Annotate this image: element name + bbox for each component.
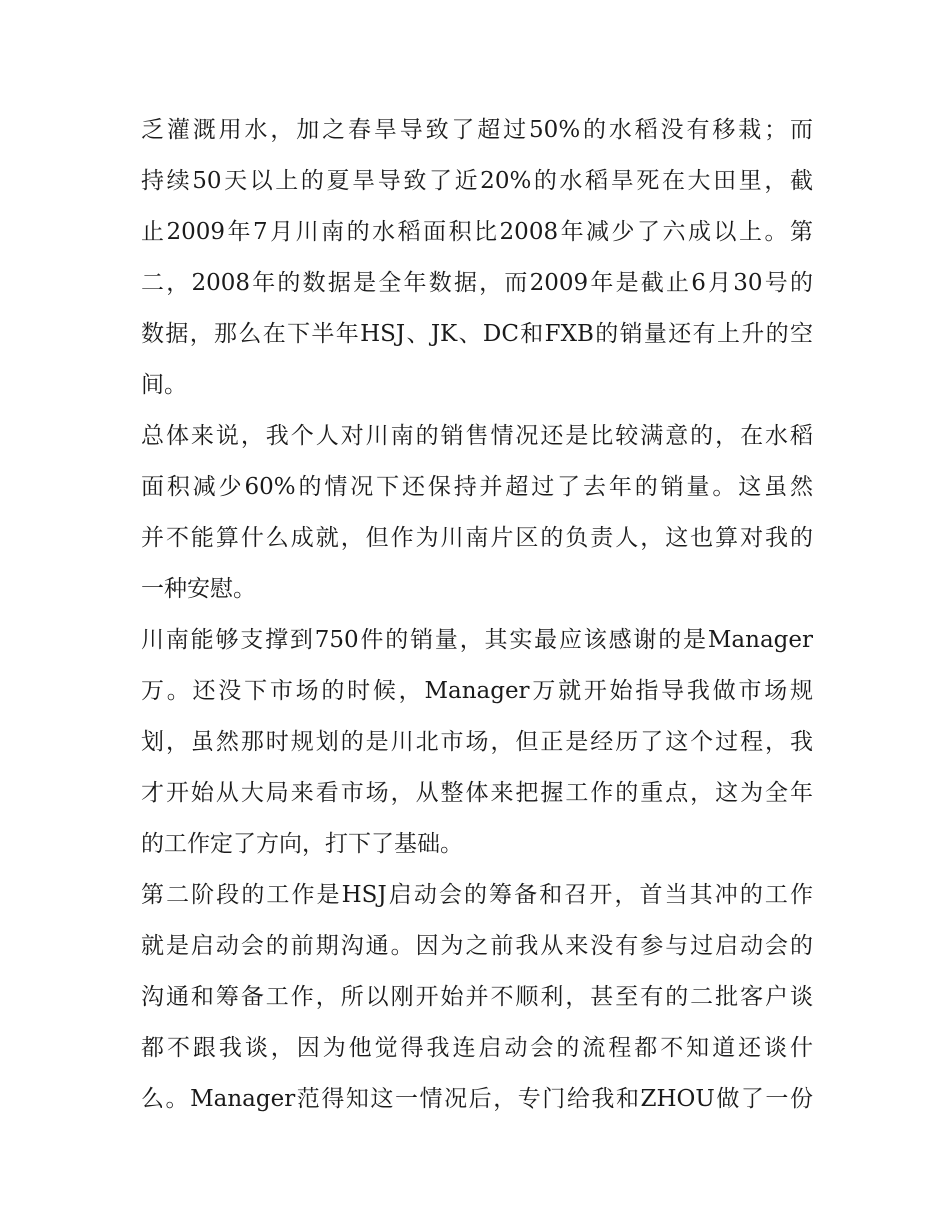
text-line: 划，虽然那时规划的是川北市场，但正是经历了这个过程，我 [141,729,813,755]
text-line: 么。Manager范得知这一情况后，专门给我和ZHOU做了一份 [141,1086,813,1112]
text-line: 持续50天以上的夏旱导致了近20%的水稻旱死在大田里，截 [141,168,813,194]
text-line: 都不跟我谈，因为他觉得我连启动会的流程都不知道还谈什 [141,1035,813,1061]
text-line: 并不能算什么成就，但作为川南片区的负责人，这也算对我的 [141,525,813,551]
text-line: 一种安慰。 [141,576,256,602]
text-line: 万。还没下市场的时候，Manager万就开始指导我做市场规 [141,678,813,704]
text-line: 间。 [141,372,187,398]
text-line: 就是启动会的前期沟通。因为之前我从来没有参与过启动会的 [141,933,813,959]
text-line: 沟通和筹备工作，所以刚开始并不顺利，甚至有的二批客户谈 [141,984,813,1010]
text-line: 总体来说，我个人对川南的销售情况还是比较满意的，在水稻 [141,423,813,449]
body-text [141,105,813,1125]
text-line: 才开始从大局来看市场，从整体来把握工作的重点，这为全年 [141,780,813,806]
text-line: 川南能够支撑到750件的销量，其实最应该感谢的是Manager [141,627,813,653]
text-line: 止2009年7月川南的水稻面积比2008年减少了六成以上。第 [141,219,813,245]
text-line: 第二阶段的工作是HSJ启动会的筹备和召开，首当其冲的工作 [141,882,813,908]
text-line: 的工作定了方向，打下了基础。 [141,831,463,857]
text-line: 面积减少60%的情况下还保持并超过了去年的销量。这虽然 [141,474,813,500]
text-line: 乏灌溉用水，加之春旱导致了超过50%的水稻没有移栽；而 [141,117,813,143]
text-line: 数据，那么在下半年HSJ、JK、DC和FXB的销量还有上升的空 [141,321,813,347]
text-line: 二，2008年的数据是全年数据，而2009年是截止6月30号的 [141,270,813,296]
